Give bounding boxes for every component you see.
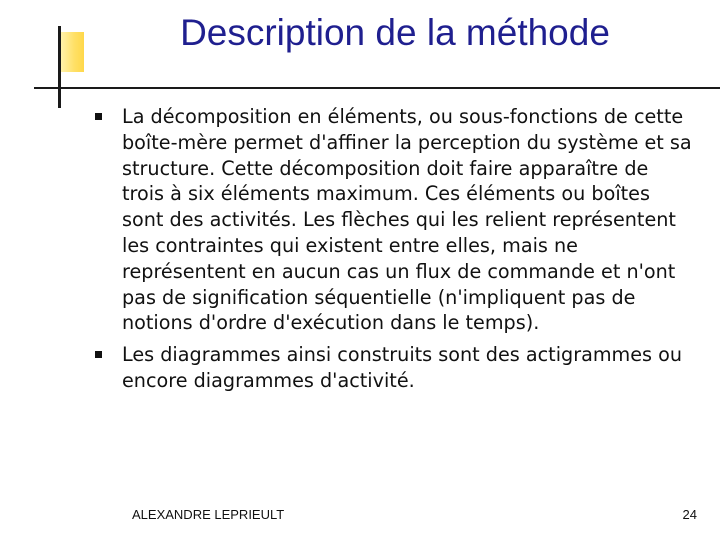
square-bullet-icon <box>95 351 102 358</box>
decorative-horizontal-line <box>34 87 720 89</box>
page-number: 24 <box>682 507 697 522</box>
square-bullet-icon <box>95 113 102 120</box>
decorative-vertical-line <box>58 26 61 108</box>
decorative-yellow-square <box>60 32 84 72</box>
bullet-text: La décomposition en éléments, ou sous-fonctions de cette boîte-mère permet d'affiner la perception du système et sa structure. Cette décomposition doit faire apparaître de trois à six éléments maximum. Ces éléments ou boîtes sont des activités. Les flèches qui les relient représentent les contraintes qui existent entre elles, mais ne représentent en aucun cas un flux de commande et n'ont pas de signification séquentielle (n'impliquent pas de notions d'ordre d'exécution dans le temps). <box>122 105 692 335</box>
bullet-item-decomposition <box>95 104 695 336</box>
bullet-list <box>95 104 695 400</box>
footer-author: ALEXANDRE LEPRIEULT <box>132 507 285 522</box>
slide-title: Description de la méthode <box>180 12 610 53</box>
bullet-item-diagrams <box>95 342 695 394</box>
bullet-text: Les diagrammes ainsi construits sont des actigrammes ou encore diagrammes d'activité. <box>122 343 683 392</box>
